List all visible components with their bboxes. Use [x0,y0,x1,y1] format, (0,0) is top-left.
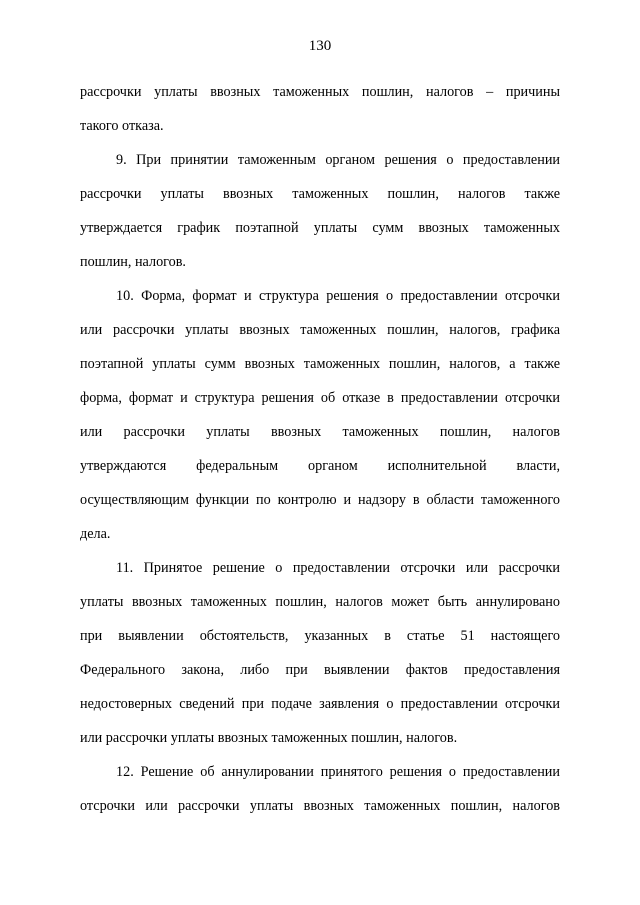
page-number: 130 [308,38,332,54]
text-line: 9. При принятии таможенным органом решения о предоставлении [116,152,560,168]
text-line: дела. [80,526,111,542]
text-line: Федерального закона, либо при выявлении фактов предоставления [80,662,560,678]
text-line: такого отказа. [80,118,164,134]
text-line: 12. Решение об аннулировании принятого решения о предоставлении [116,764,560,780]
text-line: или рассрочки уплаты ввозных таможенных пошлин, налогов [80,424,560,440]
text-line: осуществляющим функции по контролю и надзору в области таможенного [80,492,560,508]
text-line: 11. Принятое решение о предоставлении отсрочки или рассрочки [116,560,560,576]
text-line: при выявлении обстоятельств, указанных в статье 51 настоящего [80,628,560,644]
text-line: утверждается график поэтапной уплаты сумм ввозных таможенных [80,220,560,236]
text-line: или рассрочки уплаты ввозных таможенных пошлин, налогов. [80,730,458,746]
paragraph-continuation [80,75,560,143]
text-line: рассрочки уплаты ввозных таможенных пошлин, налогов – причины [80,84,560,100]
text-line: утверждаются федеральным органом исполнительной власти, [80,458,560,474]
text-line: пошлин, налогов. [80,254,186,270]
text-line: или рассрочки уплаты ввозных таможенных пошлин, налогов, графика [80,322,560,338]
paragraph-9 [80,143,560,279]
text-line: уплаты ввозных таможенных пошлин, налогов может быть аннулировано [80,594,560,610]
paragraph-12 [80,755,560,823]
paragraph-11 [80,551,560,755]
text-line: 10. Форма, формат и структура решения о предоставлении отсрочки [116,288,560,304]
text-line: рассрочки уплаты ввозных таможенных пошлин, налогов также [80,186,560,202]
text-line: отсрочки или рассрочки уплаты ввозных таможенных пошлин, налогов [80,798,560,814]
text-line: форма, формат и структура решения об отказе в предоставлении отсрочки [80,390,560,406]
text-line: недостоверных сведений при подаче заявления о предоставлении отсрочки [80,696,560,712]
document-body [80,75,560,823]
paragraph-10 [80,279,560,551]
text-line: поэтапной уплаты сумм ввозных таможенных пошлин, налогов, а также [80,356,560,372]
